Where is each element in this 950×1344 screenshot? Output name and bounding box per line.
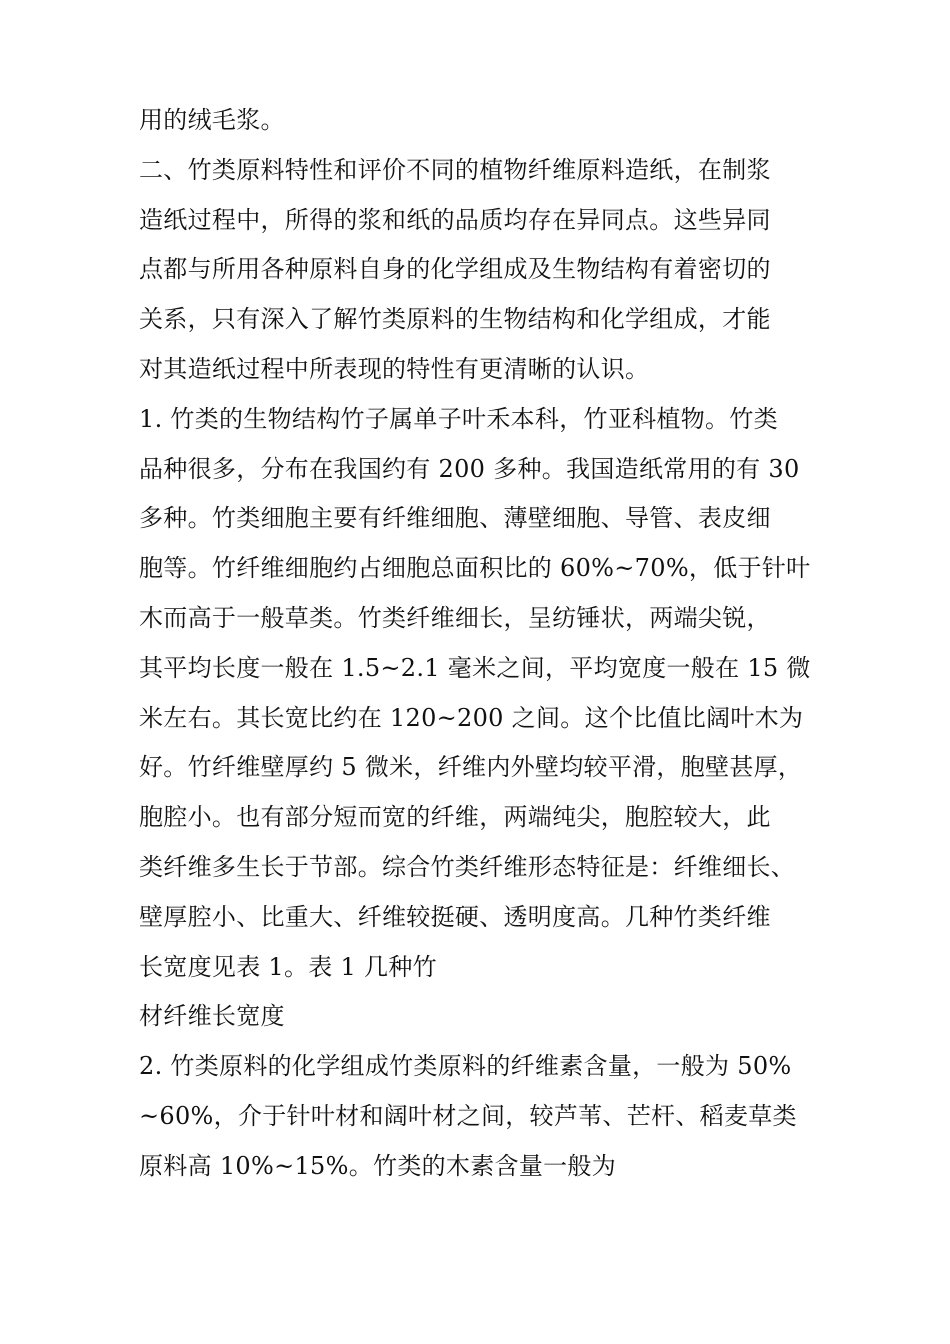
text-line: 用的绒毛浆。 [139, 106, 285, 134]
text-line: 二、竹类原料特性和评价不同的植物纤维原料造纸，在制浆 [139, 155, 771, 184]
text-line: 多种。竹类细胞主要有纤维细胞、薄壁细胞、导管、表皮细 [139, 504, 771, 533]
text-line: 关系，只有深入了解竹类原料的生物结构和化学组成，才能 [139, 305, 771, 334]
text-line: 1. 竹类的生物结构竹子属单子叶禾本科，竹亚科植物。竹类 [139, 404, 778, 433]
text-line: 对其造纸过程中所表现的特性有更清晰的认识。 [139, 354, 650, 383]
text-line: 长宽度见表 1。表 1 几种竹 [139, 952, 437, 981]
text-line: 类纤维多生长于节部。综合竹类纤维形态特征是：纤维细长、 [139, 852, 796, 881]
text-line: 胞等。竹纤维细胞约占细胞总面积比的 60%~70%，低于针叶 [139, 554, 811, 583]
text-line: 米左右。其长宽比约在 120~200 之间。这个比值比阔叶木为 [139, 703, 804, 732]
text-line: 造纸过程中，所得的浆和纸的品质均存在异同点。这些异同 [139, 205, 771, 234]
text-line: 品种很多，分布在我国约有 200 多种。我国造纸常用的有 30 [139, 454, 800, 483]
text-line: 壁厚腔小、比重大、纤维较挺硬、透明度高。几种竹类纤维 [139, 902, 771, 931]
text-line: 其平均长度一般在 1.5~2.1 毫米之间，平均宽度一般在 15 微 [139, 653, 811, 682]
text-line: ~60%，介于针叶材和阔叶材之间，较芦苇、芒杆、稻麦草类 [139, 1101, 797, 1130]
text-line: 胞腔小。也有部分短而宽的纤维，两端纯尖，胞腔较大，此 [139, 803, 771, 832]
text-line: 点都与所用各种原料自身的化学组成及生物结构有着密切的 [139, 255, 771, 284]
text-line: 木而高于一般草类。竹类纤维细长，呈纺锤状，两端尖锐， [139, 603, 771, 632]
text-line: 2. 竹类原料的化学组成竹类原料的纤维素含量，一般为 50% [139, 1052, 792, 1081]
text-line: 原料高 10%~15%。竹类的木素含量一般为 [139, 1151, 617, 1180]
document-body [139, 96, 819, 1192]
text-line: 材纤维长宽度 [139, 1002, 285, 1031]
text-line: 好。竹纤维壁厚约 5 微米，纤维内外壁均较平滑，胞壁甚厚， [139, 753, 803, 782]
